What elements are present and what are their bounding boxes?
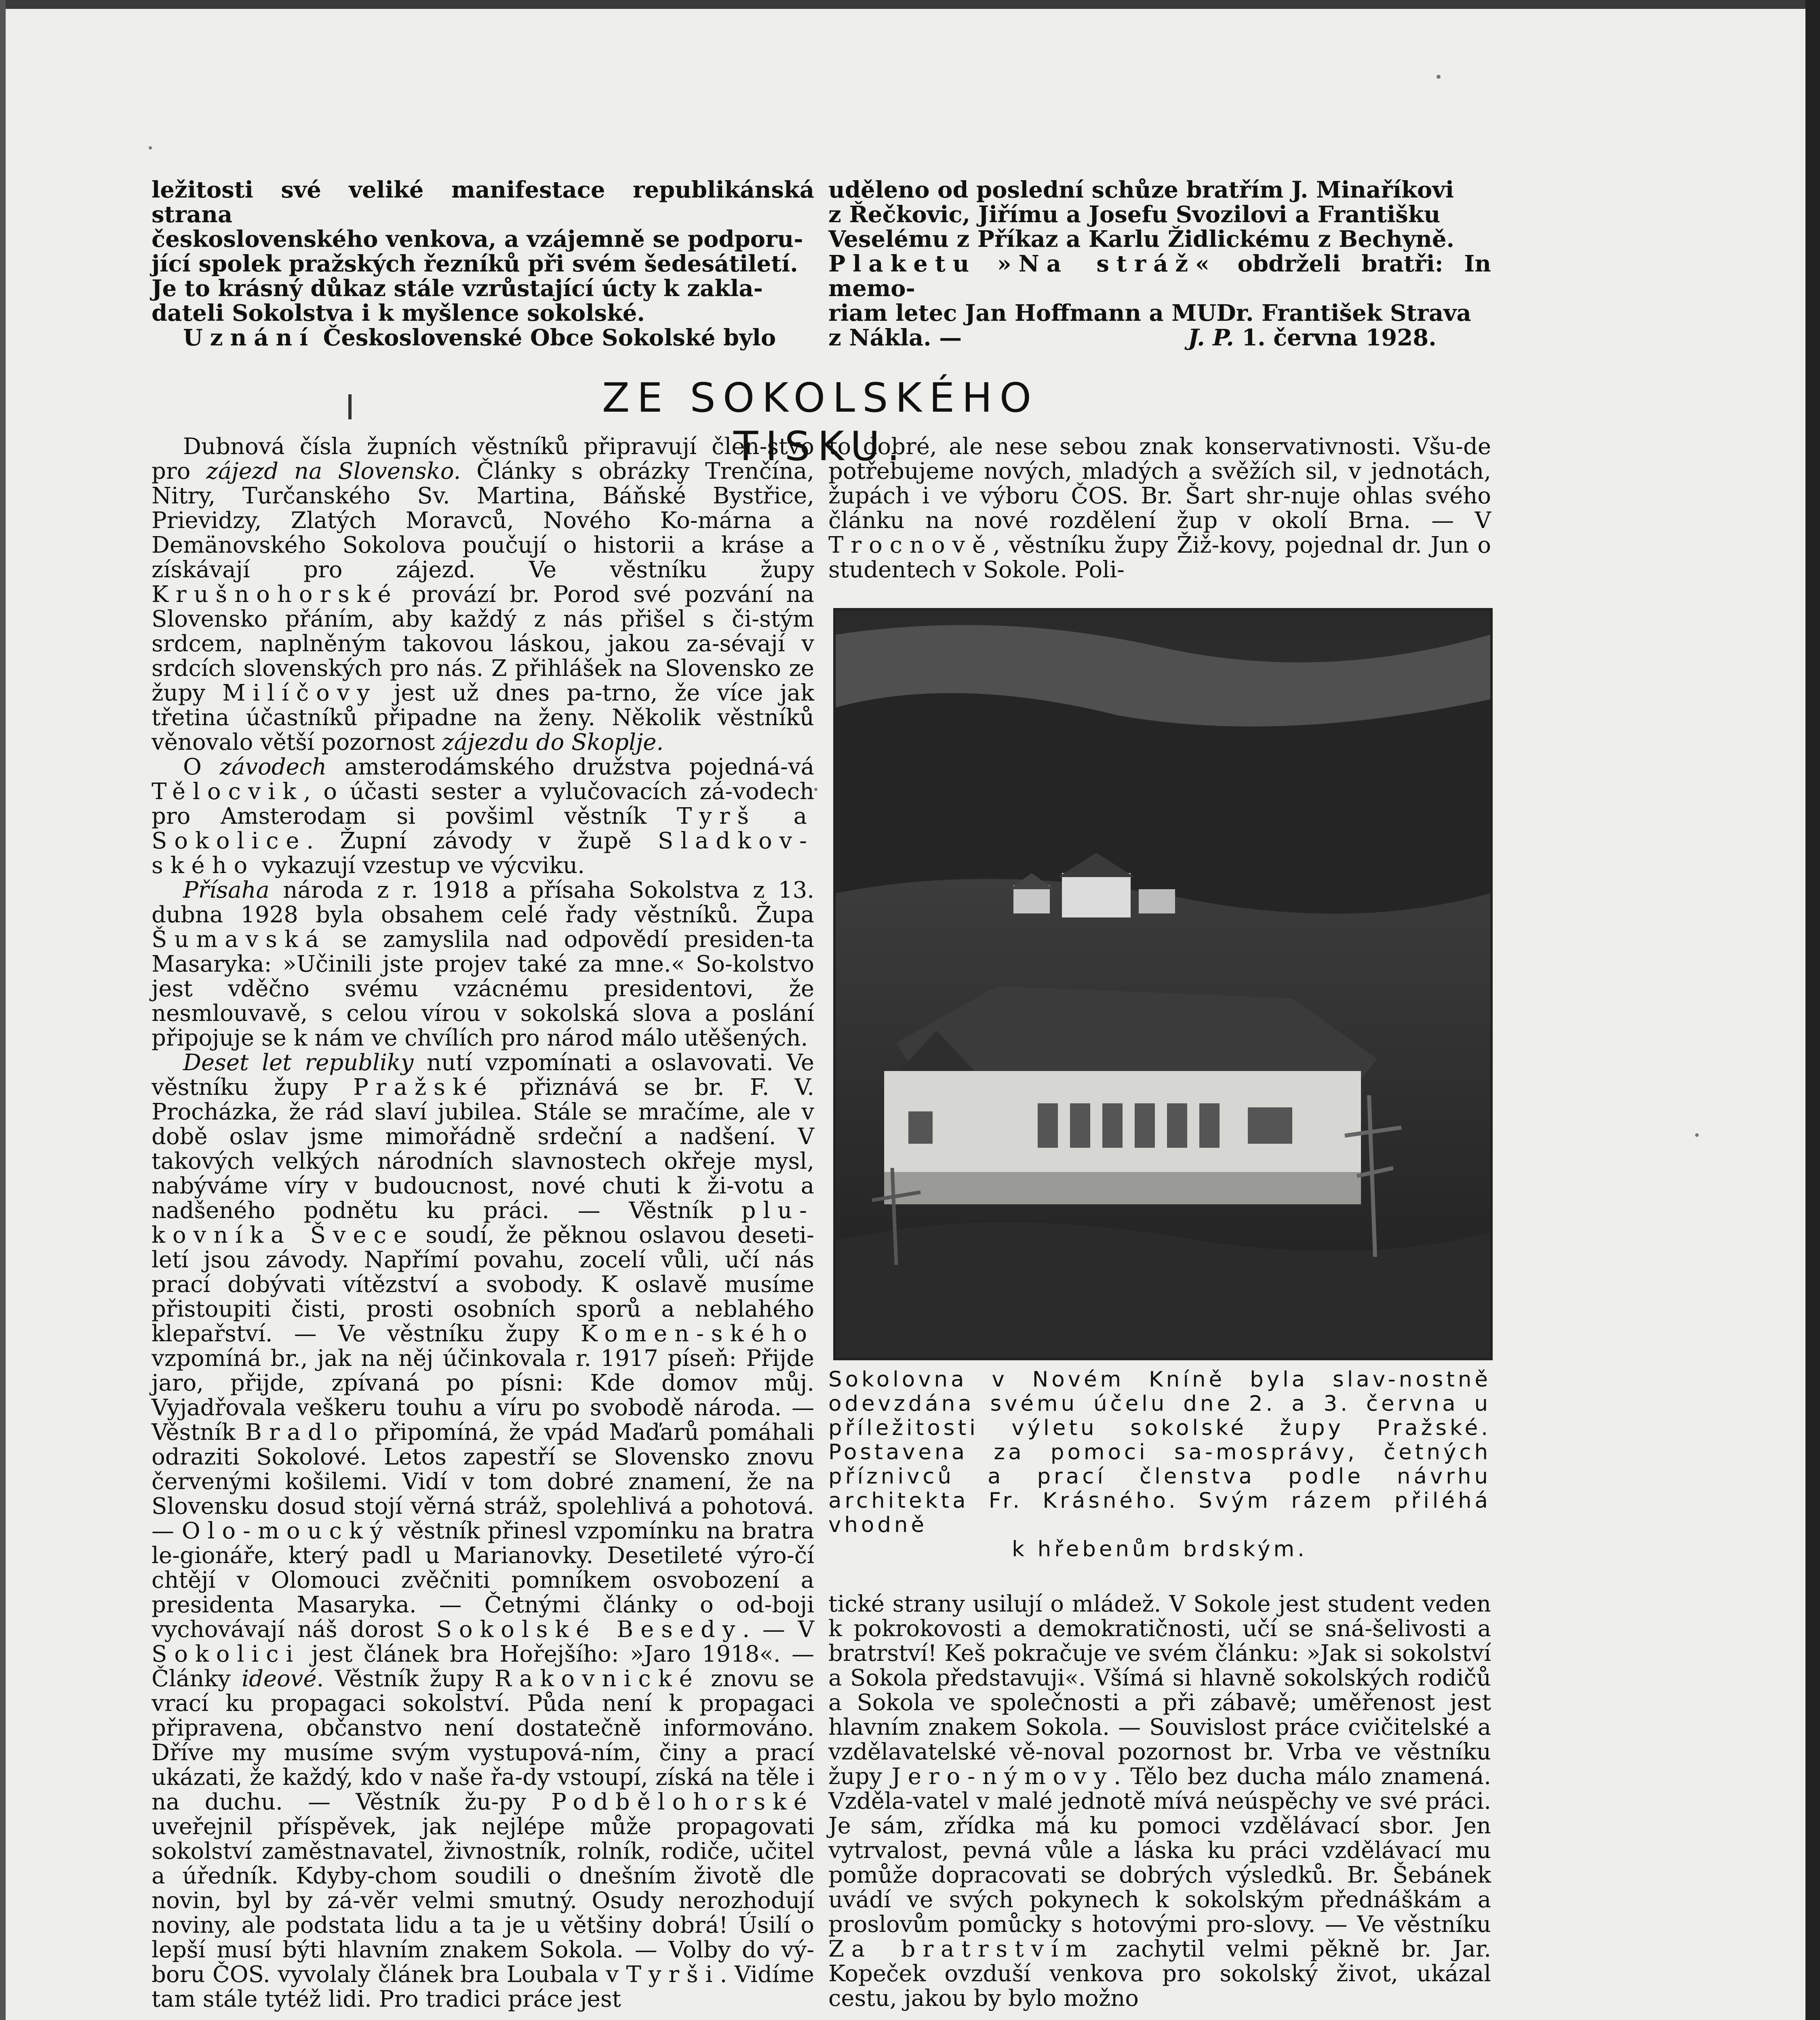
article-right-column-top [828, 434, 1491, 588]
text-run: , o účasti sester a vylučovacích zá-vodech pro Amsterodam si povšiml věstník [152, 779, 814, 829]
text-run: obdrželi bratři: In memo- [828, 250, 1491, 302]
text-run: jest článek bra Hořejšího: »Jaro 1918«. — Články [152, 1641, 814, 1692]
spaced-word: Plaketu [828, 250, 977, 277]
text-line: jící spolek pražských řezníků při svém šedesátiletí. [152, 250, 798, 277]
text-run: věstník přinesl vzpomínku na bratra le-gionáře, který padl u Marianovky. Desetileté výro-čí chtějí v Olomouci zvěčniti pomníkem osvobození a presidenta Masaryka. — Četnými články o od-boji vychovávají náš dorost [152, 1518, 814, 1643]
spaced-word: Rakovnické [494, 1666, 700, 1692]
distant-shed [1139, 889, 1175, 913]
spaced-word: »Na stráž« [997, 250, 1217, 277]
text-run: . Vidíme tam stále tytéž lidi. Pro tradici práce jest [152, 1961, 815, 2012]
text-line: z Řečkovic, Jiřímu a Josefu Svozilovi a Františku [828, 201, 1441, 228]
spaced-word: Sokolici [152, 1641, 301, 1667]
text-run: připomíná, že vpád Maďarů pomáhali odraziti Sokolové. Letos zapestří se Slovensko znovu červenými košilemi. Vidí v tom dobré znamení, že na Slovensku dosud stojí věrná stráž, spolehlivá a pohotová. — [152, 1419, 814, 1544]
spaced-word: Trocnově [828, 532, 993, 558]
spaced-word: Milíčovy [222, 680, 377, 706]
spaced-word: Tělocvik [152, 779, 303, 805]
spaced-word: Jero-nýmovy [891, 1763, 1114, 1790]
italic-run: závodech [219, 754, 327, 780]
text-run: . Tělo bez ducha málo znamená. Vzděla-vatel v malé jednotě mívá neúspěchy ve své práci. Je sám, zřídka má ku pomoci vzdělávací sbor. Jen vytrvalost, pevná vůle a láska ku práci vzdělávací mu pomůže dopracovati se dobrých výsledků. Br. Šebánek uvádí ve svých pokynech k sokolským přednáškám a proslovům pomůcky s hotovými pro-slovy. — Ve věstníku [828, 1763, 1491, 1938]
scan-speck [1437, 75, 1441, 79]
scan-speck [149, 146, 152, 149]
text-run: z Nákla. — [828, 324, 962, 351]
window [1102, 1103, 1123, 1148]
signature: J. P. [1188, 324, 1234, 351]
scan-edge-left [0, 0, 6, 2020]
text-run: se zamyslila nad odpovědí presiden-ta Masaryka: »Učinili jste projev také za mne.« So-kolstvo jest vděčno svému vzácnému presidentovi, že nesmlouvavě, s celou vírou v sokolská slova a poslání připojuje se k nám ve chvílích pro národ málo utěšených. [152, 926, 814, 1051]
date: 1. června 1928. [1234, 324, 1437, 351]
top-continuation-left [152, 177, 814, 351]
spaced-word: Sokolské Besedy [436, 1616, 743, 1643]
sokolovna-photo [833, 608, 1493, 1360]
text-run: amsterodámského družstva pojedná-vá [327, 754, 814, 780]
text-line [152, 326, 814, 350]
text-run: . Župní závody v župě [306, 828, 658, 854]
scan-mark [348, 394, 352, 419]
italic-run: Přísaha [183, 877, 270, 903]
text-run: to dobré, ale nese sebou znak konservativnosti. Všu-de potřebujeme nových, mladých a svěžích sil, v jednotách, župách i ve výboru ČOS. Br. Šart shr-nuje ohlas svého článku na nové rozdělení žup v okolí Brna. — V [828, 433, 1491, 534]
text-run: tické strany usilují o mládež. V Sokole jest student veden k pokrokovosti a demokratičnosti, učí se sná-šelivosti a bratrství! Keš pokračuje ve svém článku: »Jak si sokolství a Sokola představuji«. Všímá si hlavně sokolských rodičů a Sokola ve společnosti a při zábavě; uměřenost jest hlavním znakem Sokola. — Souvislost práce cvičitelské a vzdělavatelské vě-noval pozornost br. Vrba ve věstníku župy [828, 1591, 1491, 1790]
article-left-column [152, 434, 814, 2020]
window [1248, 1107, 1292, 1144]
paragraph [152, 755, 814, 878]
text-line: ležitosti své veliké manifestace republikánská strana [152, 177, 814, 228]
text-run: zachytil velmi pěkně br. Jar. Kopeček ovzduší venkova pro sokolský život, ukázal cestu, jakou by bylo možno [828, 1936, 1491, 2012]
text-line: dateli Sokolstva i k myšlence sokolské. [152, 300, 645, 326]
paragraph [152, 1050, 814, 2012]
spaced-word: Tyrši [626, 1961, 720, 1988]
text-line: Je to krásný důkaz stále vzrůstající úcty k zakla- [152, 275, 763, 302]
distant-barn [1062, 873, 1131, 917]
italic-run: zájezdu do Skoplje. [442, 729, 664, 755]
photo-caption [828, 1368, 1491, 1568]
text-run: uveřejnil příspěvek, jak nejlépe může propagovati sokolství zaměstnavatel, živnostník, rolník, rodiče, učitel a úředník. Kdyby-chom soudili o dnešním životě dle novin, byl by zá-věr velmi smutný. Osudy nerozhodují noviny, ale podstata lidu a ta je u většiny dobrá! Úsilí o lepší musí býti hlavním znakem Sokola. — Volby do vý-boru ČOS. vyvolaly článek bra Loubala v [152, 1814, 814, 1988]
text-run: vzpomíná br., jak na něj účinkovala r. 1917 píseň: Přijde jaro, přijde, zpívaná po písni: Kde domov můj. Vyjadřovala veškeru touhu a víru po svobodě národa. — Věstník [152, 1345, 814, 1446]
spaced-word: Krušnohorské [152, 581, 398, 608]
text-run: Československé Obce Sokolské bylo [315, 324, 776, 351]
text-run: , věstníku župy Žiž-kovy, pojednal dr. Jun o studentech v Sokole. Poli- [828, 532, 1491, 583]
spaced-word: Pražské [353, 1074, 494, 1100]
spaced-word: Sladkov-ského [152, 828, 814, 879]
text-run: vykazují vzestup ve výcviku. [255, 852, 585, 879]
spaced-word: plu-kovníka Švece [152, 1197, 814, 1248]
text-line: uděleno od poslední schůze bratřím J. Minaříkovi [828, 177, 1454, 203]
text-line [828, 252, 1491, 301]
spaced-word: Uznání [183, 324, 316, 351]
window [1135, 1103, 1155, 1148]
window [908, 1111, 933, 1144]
paragraph [152, 434, 814, 755]
text-run: přiznává se br. F. V. Procházka, že rád slaví jubilea. Stále se mračíme, ale v době oslav jsme mimořádně srdeční a nadšení. V takových velkých národních slavnostech okřeje mysl, nabýváme víry v budoucnost, nové chuti k ži-votu a nadšeného podnětu ku práci. — Věstník [152, 1074, 814, 1224]
spaced-word: Bradlo [245, 1419, 365, 1446]
top-continuation-right [828, 177, 1491, 351]
caption-text: Sokolovna v Novém Kníně byla slav-nostně odevzdána svému účelu dne 2. a 3. června u příležitosti výletu sokolské župy Pražské. Postavena za pomoci sa-mosprávy, četných příznivců a prací členstva podle návrhu architekta Fr. Krásného. Svým rázem přiléhá vhodně [828, 1367, 1491, 1537]
italic-run: Deset let republiky [183, 1050, 414, 1076]
text-run: znovu se vrací ku propagaci sokolství. Půda není k propagaci připravena, občanstvo není dostatečně informováno. Dříve my musíme svým vystupová-ním, činy a prací ukázati, že každý, kdo v naše řa-dy vstoupí, získá na těle i na duchu. — Věstník žu-py [152, 1666, 814, 1815]
spaced-word: Olo-moucký [181, 1518, 390, 1544]
window [1167, 1103, 1187, 1148]
text-run: provází br. Porod své pozvání na Slovensko přáním, aby každý z nás přišel s či-stým srdcem, naplněným takovou láskou, jakou za-sévají v srdcích slovenských pro nás. Z přihlášek na Slovensko ze župy [152, 581, 814, 706]
paragraph [828, 434, 1491, 582]
window [1038, 1103, 1058, 1148]
text-line [828, 326, 1491, 350]
text-run: Články s obrázky Trenčína, Nitry, Turčanského Sv. Martina, Báňské Bystřice, Prievidzy, Zlatých Moravců, Nového Ko-márna a Demänovského Sokolova poučují o historii a kráse a získávají pro zájezd. Ve věstníku župy [152, 458, 815, 583]
text-run: O [183, 754, 220, 780]
text-run: jest už dnes pa-trno, že více jak třetina účastníků připadne na ženy. Několik věstníků věnovalo větší pozornost [152, 680, 814, 755]
spaced-word: Podbělohorské [551, 1789, 814, 1815]
italic-run: ideové [242, 1666, 317, 1692]
spaced-word: Šumavská [152, 926, 326, 953]
spaced-word: Tyrš a Sokolice [152, 803, 814, 854]
paragraph [828, 1592, 1491, 2011]
section-title: ZE SOKOLSKÉHO TISKU. [602, 374, 1039, 470]
spaced-word: Komen-ského [581, 1321, 814, 1347]
photo-illustration [836, 610, 1490, 1358]
text-run: soudí, že pěknou oslavou deseti-letí jsou závody. Napřímí povahu, zocelí vůli, učí nás prací dobývati vítězství a svobody. K oslavě musíme přistoupiti čisti, prosti osobních sporů a neblahého klepařství. — Ve věstníku župy [152, 1222, 814, 1347]
scan-edge-right [1805, 0, 1820, 2020]
distant-house [1013, 885, 1050, 913]
text-line: riam letec Jan Hoffmann a MUDr. František Strava [828, 300, 1471, 326]
text-run: národa z r. 1918 a přísaha Sokolstva z 13. dubna 1928 byla obsahem celé řady věstníků. Župa [152, 877, 814, 928]
scan-edge-top [0, 0, 1820, 9]
spaced-word: Za bratrstvím [828, 1936, 1094, 1962]
italic-run: zájezd na Slovensko. [206, 458, 461, 484]
scan-speck [1695, 1133, 1699, 1137]
text-line: československého venkova, a vzájemně se podporu- [152, 226, 803, 253]
article-right-column-bottom [828, 1592, 1491, 2020]
text-run: nutí vzpomínati a oslavovati. Ve věstníku župy [152, 1050, 814, 1100]
text-run: Dubnová čísla župních věstníků připravují člen-stvo pro [152, 433, 814, 484]
scan-speck [814, 788, 817, 791]
paragraph [152, 878, 814, 1050]
window [1199, 1103, 1220, 1148]
text-run: . Věstník župy [316, 1666, 495, 1692]
text-run: . — V [742, 1616, 814, 1643]
caption-last-line: k hřebenům brdským. [1012, 1537, 1308, 1561]
sokolovna-foundation [884, 1172, 1361, 1204]
text-line: Veselému z Příkaz a Karlu Židlickému z Bechyně. [828, 226, 1455, 253]
window [1070, 1103, 1090, 1148]
